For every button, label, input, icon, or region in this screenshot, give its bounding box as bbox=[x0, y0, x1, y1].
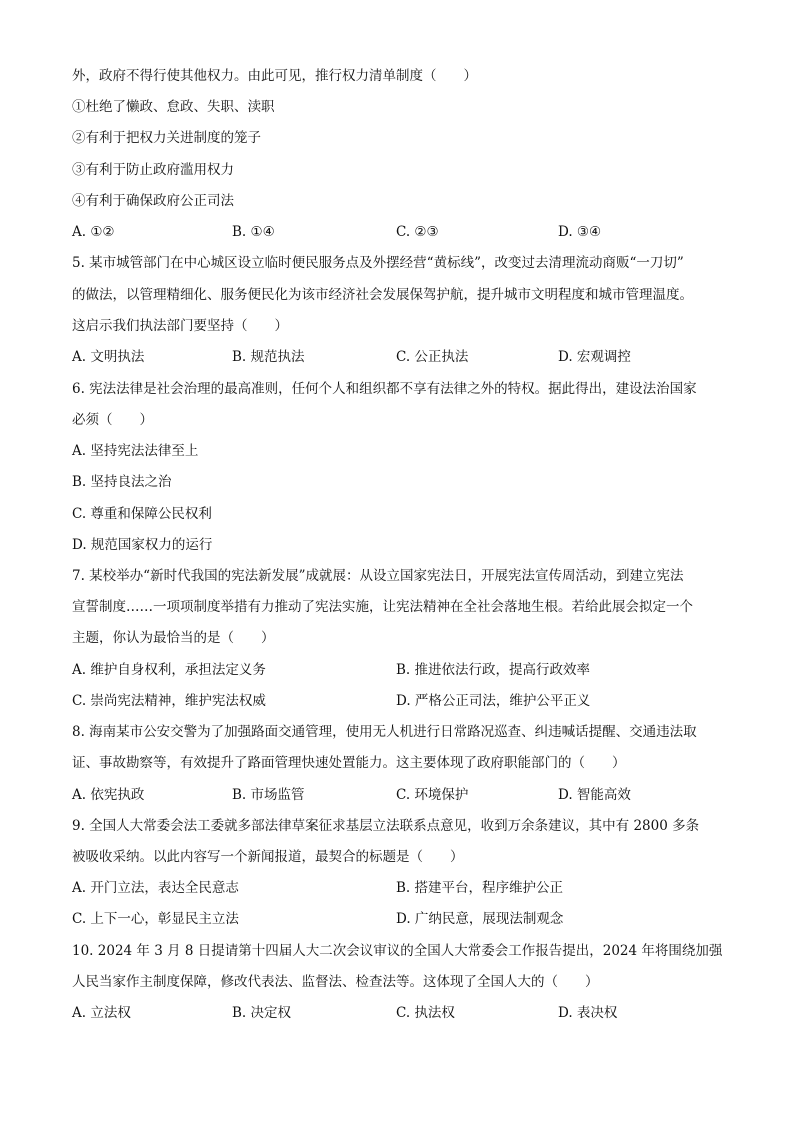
q5-options bbox=[72, 347, 732, 367]
q4-statement-2: ②有利于把权力关进制度的笼子 bbox=[72, 130, 261, 146]
q4-options bbox=[72, 222, 732, 242]
q9-option-d: D. 广纳民意，展现法制观念 bbox=[396, 911, 564, 927]
q8-option-b: B. 市场监管 bbox=[232, 787, 305, 803]
q9-options-row-2 bbox=[72, 909, 732, 929]
q4-option-d: D. ③④ bbox=[558, 224, 602, 240]
q9-option-c: C. 上下一心，彰显民主立法 bbox=[72, 911, 239, 927]
q5-line-2: 的做法，以管理精细化、服务便民化为该市经济社会发展保驾护航，提升城市文明程度和城市管理温度。 bbox=[72, 287, 693, 303]
q4-option-a: A. ①② bbox=[72, 224, 115, 240]
q9-option-b: B. 搭建平台，程序维护公正 bbox=[396, 880, 564, 896]
q10-option-b: B. 决定权 bbox=[232, 1005, 292, 1021]
q4-option-c: C. ②③ bbox=[396, 224, 439, 240]
q5-option-d: D. 宏观调控 bbox=[558, 349, 631, 365]
q7-option-d: D. 严格公正司法，维护公平正义 bbox=[396, 693, 591, 709]
q8-option-d: D. 智能高效 bbox=[558, 787, 631, 803]
q8-option-c: C. 环境保护 bbox=[396, 787, 469, 803]
q4-statement-3: ③有利于防止政府滥用权力 bbox=[72, 162, 234, 178]
q7-line-1: 7. 某校举办“新时代我国的宪法新发展”成就展：从设立国家宪法日，开展宪法宣传周活动，到建立宪法 bbox=[72, 568, 684, 584]
q7-option-c: C. 崇尚宪法精神，维护宪法权威 bbox=[72, 693, 266, 709]
q7-line-3: 主题，你认为最恰当的是（ ） bbox=[72, 630, 275, 646]
q6-line-1: 6. 宪法法律是社会治理的最高准则，任何个人和组织都不享有法律之外的特权。据此得出，建设法治国家 bbox=[72, 381, 697, 397]
q5-line-3: 这启示我们执法部门要坚持（ ） bbox=[72, 318, 288, 334]
q9-line-2: 被吸收采纳。以此内容写一个新闻报道，最契合的标题是（ ） bbox=[72, 849, 464, 865]
q6-option-a: A. 坚持宪法法律至上 bbox=[72, 443, 199, 459]
q8-option-a: A. 依宪执政 bbox=[72, 787, 145, 803]
q7-option-b: B. 推进依法行政，提高行政效率 bbox=[396, 662, 591, 678]
q8-options bbox=[72, 785, 732, 805]
q7-options-row-1 bbox=[72, 660, 732, 680]
q5-line-1: 5. 某市城管部门在中心城区设立临时便民服务点及外摆经营“黄标线”，改变过去清理流动商贩“一刀切” bbox=[72, 255, 684, 271]
q10-line-1: 10. 2024 年 3 月 8 日提请第十四届人大二次会议审议的全国人大常委会工作报告提出，2024 年将围绕加强 bbox=[72, 943, 723, 959]
q10-option-c: C. 执法权 bbox=[396, 1005, 455, 1021]
q6-option-c: C. 尊重和保障公民权利 bbox=[72, 506, 212, 522]
q8-line-1: 8. 海南某市公安交警为了加强路面交通管理，使用无人机进行日常路况巡查、纠违喊话提醒、交通违法取 bbox=[72, 724, 697, 740]
q6-line-2: 必须（ ） bbox=[72, 412, 153, 428]
q10-line-2: 人民当家作主制度保障，修改代表法、监督法、检查法等。这体现了全国人大的（ ） bbox=[72, 974, 599, 990]
q6-option-b: B. 坚持良法之治 bbox=[72, 474, 172, 490]
q9-line-1: 9. 全国人大常委会法工委就多部法律草案征求基层立法联系点意见，收到万余条建议，其中有 2800 多条 bbox=[72, 818, 700, 834]
q9-option-a: A. 开门立法，表达全民意志 bbox=[72, 880, 239, 896]
q4-option-b: B. ①④ bbox=[232, 224, 275, 240]
q6-option-d: D. 规范国家权力的运行 bbox=[72, 537, 213, 553]
q4-stem-tail: 外，政府不得行使其他权力。由此可见，推行权力清单制度（ ） bbox=[72, 68, 477, 84]
q4-statement-1: ①杜绝了懒政、怠政、失职、渎职 bbox=[72, 99, 275, 115]
q5-option-c: C. 公正执法 bbox=[396, 349, 469, 365]
q5-option-b: B. 规范执法 bbox=[232, 349, 305, 365]
q7-option-a: A. 维护自身权利，承担法定义务 bbox=[72, 662, 266, 678]
q7-options-row-2 bbox=[72, 691, 732, 711]
q4-statement-4: ④有利于确保政府公正司法 bbox=[72, 193, 234, 209]
q10-options bbox=[72, 1003, 732, 1023]
q7-line-2: 宣誓制度……一项项制度举措有力推动了宪法实施，让宪法精神在全社会落地生根。若给此展会拟定一个 bbox=[72, 599, 693, 615]
q10-option-a: A. 立法权 bbox=[72, 1005, 131, 1021]
q9-options-row-1 bbox=[72, 878, 732, 898]
q8-line-2: 证、事故勘察等，有效提升了路面管理快速处置能力。这主要体现了政府职能部门的（ ） bbox=[72, 755, 626, 771]
q5-option-a: A. 文明执法 bbox=[72, 349, 145, 365]
q10-option-d: D. 表决权 bbox=[558, 1005, 618, 1021]
